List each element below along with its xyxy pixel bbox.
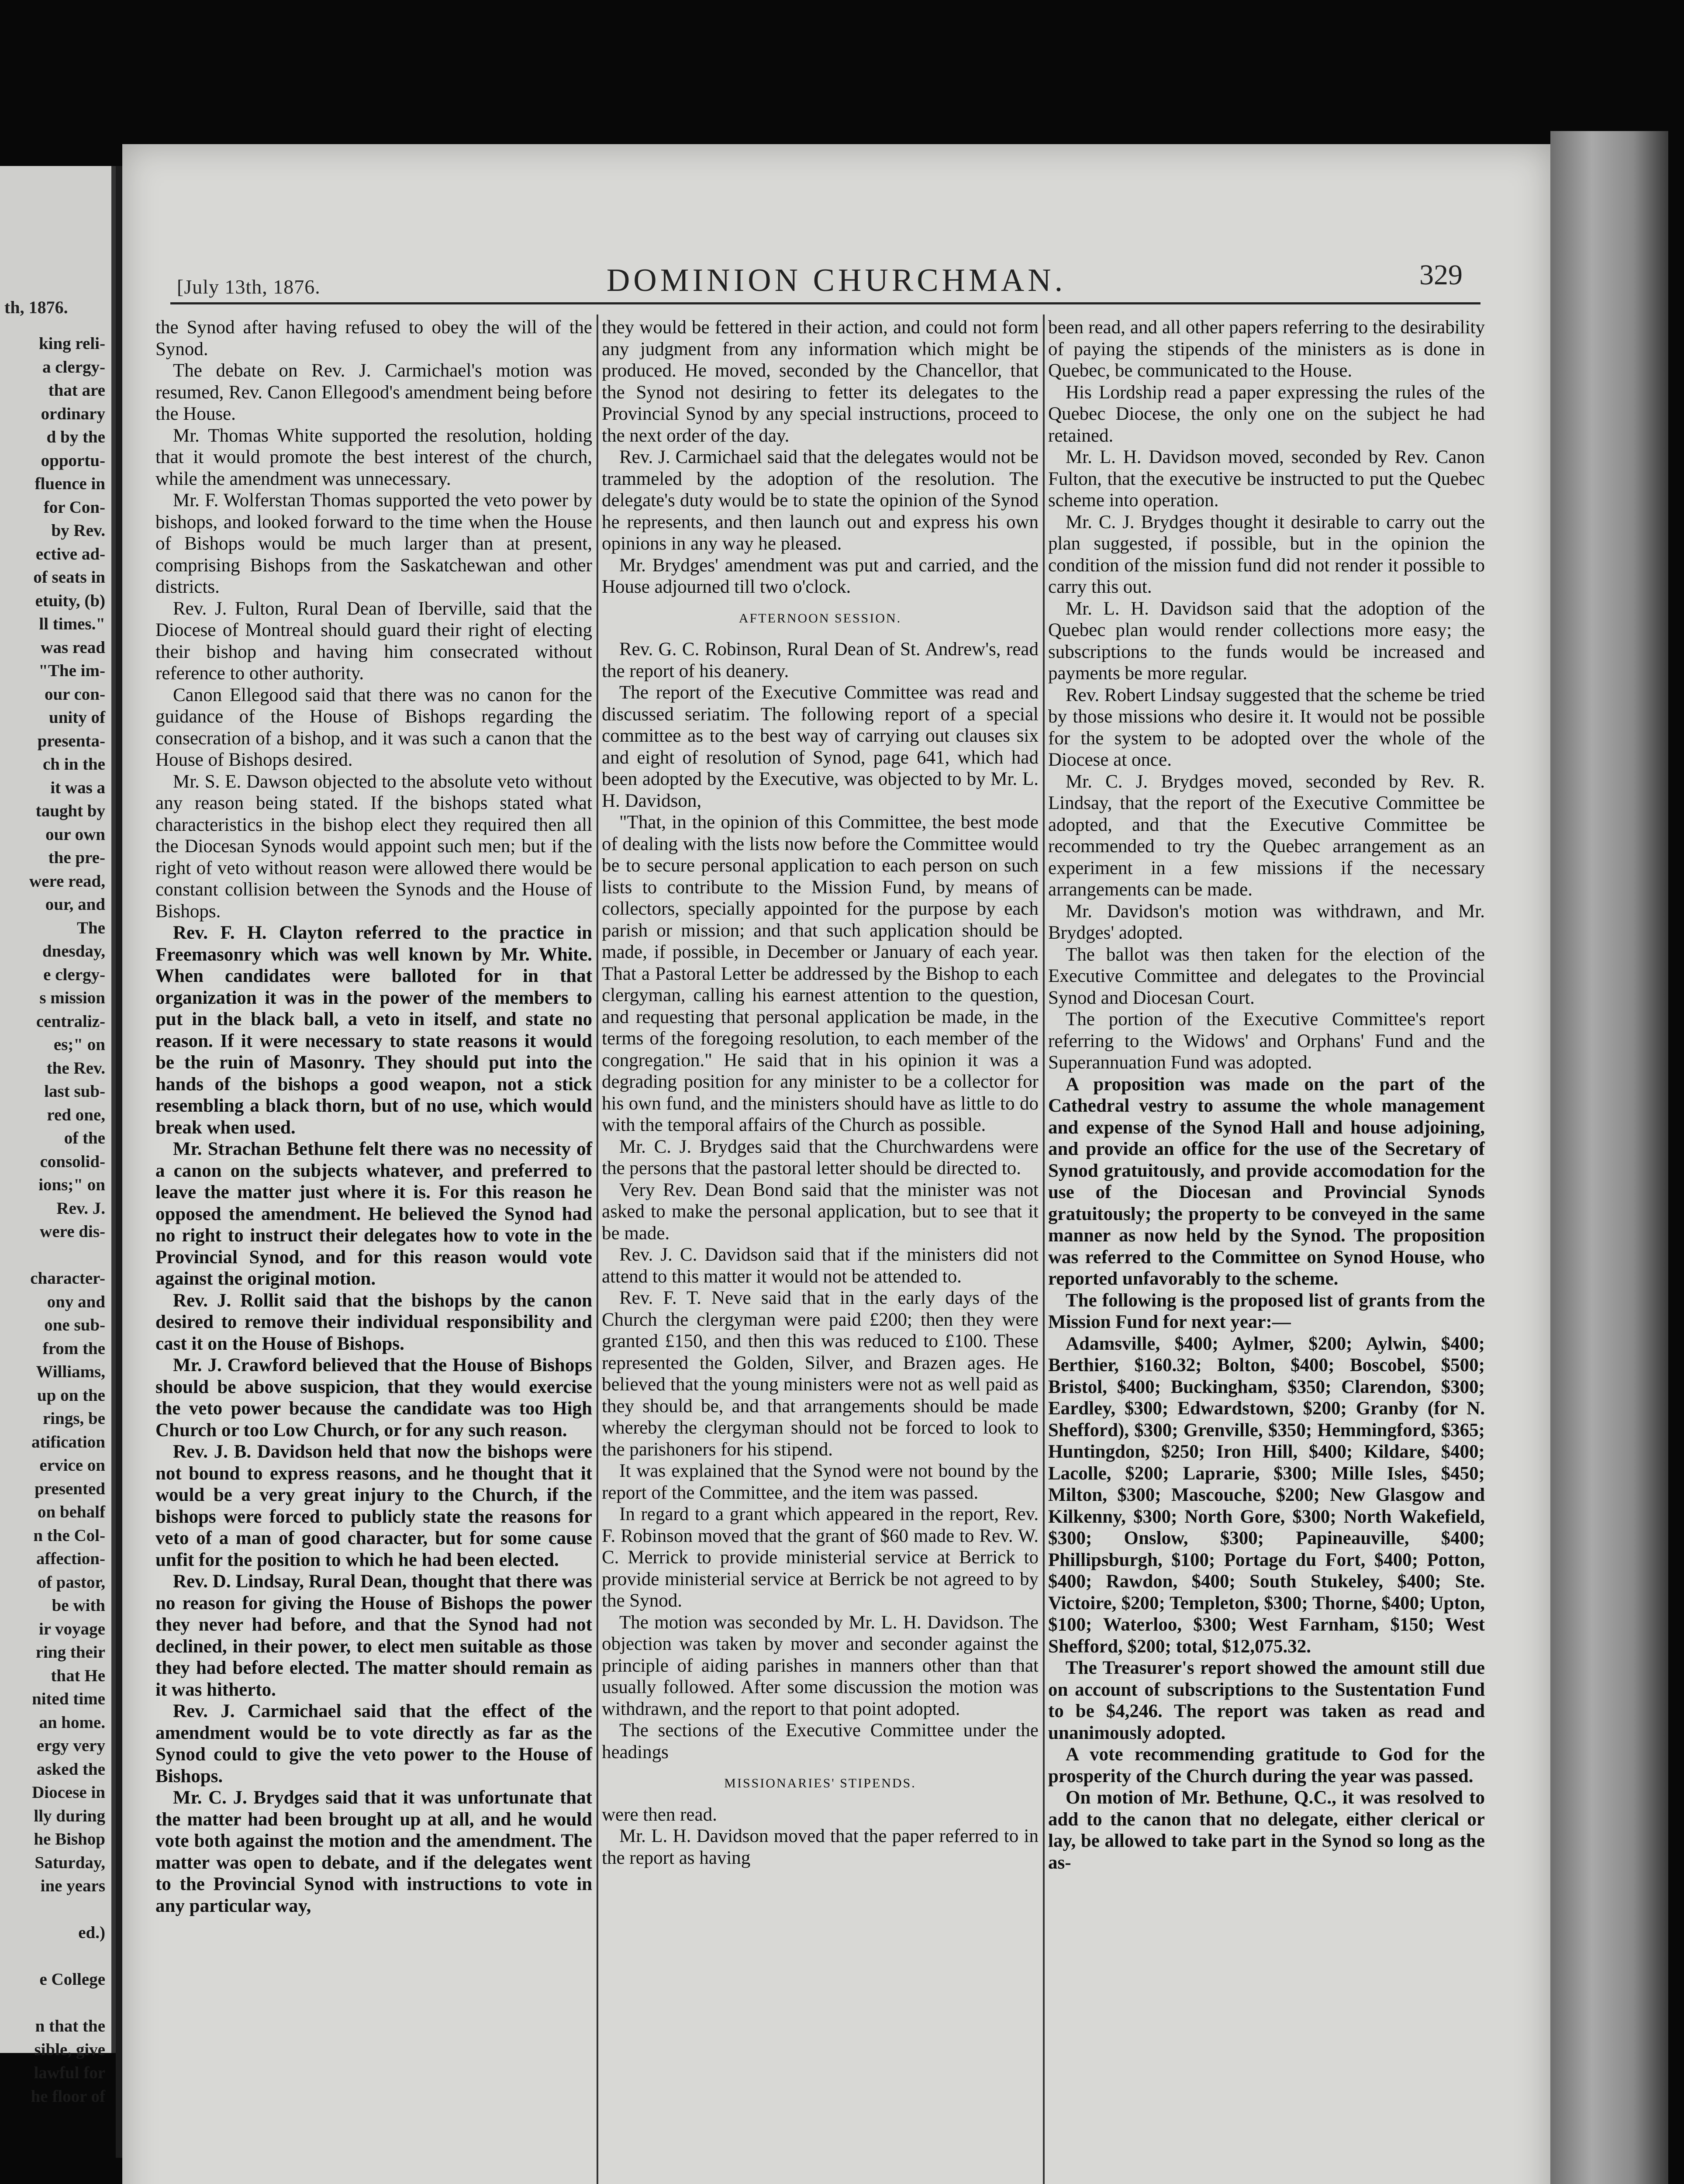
article-paragraph: Rev. J. B. Davidson held that now the bishops were not bound to express reasons, and he thought that it would be a very great injury to the Church, if the bishops were forced to publicly state the reasons for veto of a man of good character, but for some cause unfit for the position to which he had been elected. [155, 1441, 592, 1570]
facing-page-line: ergy very [37, 1736, 105, 1755]
facing-page-line: king reli- [38, 334, 105, 353]
article-paragraph: Rev. J. Rollit said that the bishops by the canon desired to remove their individual responsibility and cast it on the House of Bishops. [155, 1290, 592, 1354]
facing-page-line: by Rev. [51, 521, 105, 540]
facing-page-line: our, and [45, 895, 105, 914]
facing-page-line: Rev. J. [56, 1199, 105, 1218]
facing-page-line: consolid- [40, 1152, 105, 1171]
facing-page-line: presenta- [37, 731, 105, 750]
facing-page-line [0, 1991, 105, 2015]
section-heading: MISSIONARIES' STIPENDS. [724, 1776, 916, 1790]
facing-page-line: s mission [39, 988, 105, 1007]
article-paragraph: Rev. Robert Lindsay suggested that the scheme be tried by those missions who desire it. It would not be possible for the system to be adopted over the whole of the Diocese at once. [1048, 684, 1485, 770]
article-paragraph: Mr. C. J. Brydges moved, seconded by Rev. R. Lindsay, that the report of the Executive Committee be adopted, and that the Executive Committee be recommended to try the Quebec arrangement as an experiment in a few missions if the necessary arrangements can be made. [1048, 771, 1485, 900]
article-paragraph: The motion was seconded by Mr. L. H. Davidson. The objection was taken by mover and seconder against the principle of aiding parishes in manners other than that usually followed. After some discussion the motion was withdrawn, and the report to that point adopted. [602, 1612, 1039, 1719]
facing-page-line: lly during [34, 1806, 105, 1825]
facing-page-line: ch in the [42, 755, 105, 774]
article-paragraph: The sections of the Executive Committee under the headings [602, 1720, 1039, 1762]
facing-page-line: fluence in [35, 474, 105, 493]
facing-page-line [0, 1945, 105, 1968]
article-paragraph: Mr. C. J. Brydges said that it was unfortunate that the matter had been brought up at all, and he would vote both against the motion and the amendment. The matter was open to debate, and if the delegates went to the Provincial Synod with instructions to vote in any particular way, [155, 1787, 592, 1916]
article-paragraph: Mr. J. Crawford believed that the House of Bishops should be above suspicion, that they would exercise the veto power because the candidate was too High Church or too Low Church, or for any such reason. [155, 1355, 592, 1441]
article-paragraph: Mr. Strachan Bethune felt there was no necessity of a canon on the subjects whatever, and preferred to leave the matter just where it is. For this reason he opposed the amendment. He believed the Synod had no right to instruct their delegates how to vote in the Provincial Synod, and for this reason would vote against the original motion. [155, 1139, 592, 1289]
article-paragraph: Rev. J. Carmichael said that the delegates would not be trammeled by the adoption of the resolution. The delegate's duty would be to state the opinion of the Synod he represents, and then launch out and express his own opinions in any way he pleased. [602, 447, 1039, 554]
column-divider [1043, 314, 1045, 2184]
article-paragraph: Rev. F. T. Neve said that in the early days of the Church the clergyman were paid £200; then they were granted £150, and then this was reduced to £100. These represented the Golden, Silver, and Brazen ages. He believed that the young ministers were not as well paid as they should be, and that arrangements should be made whereby the clergyman should not be forced to look to the parishoners for his stipend. [602, 1288, 1039, 1460]
article-paragraph: Mr. F. Wolferstan Thomas supported the veto power by bishops, and looked forward to the time when the House of Bishops would be much larger than at present, comprising Bishops from the Saskatchewan and other districts. [155, 490, 592, 597]
facing-page-line: affection- [36, 1549, 105, 1568]
article-paragraph: Mr. Davidson's motion was withdrawn, and Mr. Brydges' adopted. [1048, 901, 1485, 943]
article-paragraph: Mr. C. J. Brydges thought it desirable to carry out the plan suggested, if possible, but in the opinion the condition of the mission fund did not render it possible to carry this out. [1048, 511, 1485, 597]
facing-page-line [0, 1244, 105, 1267]
masthead-title: DOMINION CHURCHMAN. [606, 263, 1066, 298]
article-paragraph: The ballot was then taken for the election of the Executive Committee and delegates to the Provincial Synod and Diocesan Court. [1048, 944, 1485, 1008]
facing-page-line: of seats in [33, 568, 105, 587]
facing-page-line: e clergy- [43, 965, 105, 984]
facing-page-text [0, 332, 105, 2108]
article-paragraph: Mr. Brydges' amendment was put and carried, and the House adjourned till two o'clock. [602, 555, 1039, 597]
facing-page-line: The [76, 918, 105, 937]
facing-page-line: the pre- [48, 848, 105, 867]
column-divider [597, 314, 598, 2184]
facing-page-line: that He [51, 1666, 105, 1685]
facing-page-line: of the [64, 1129, 105, 1147]
facing-page-line: our con- [44, 684, 105, 704]
article-paragraph: "That, in the opinion of this Committee, the best mode of dealing with the lists now before the Committee would be to secure personal application to each person on such lists to contribute to the Mission Fund, by means of collectors, specially appointed for the purpose by each parish or mission; and that such application should be made, if possible, in December or January of each year. That a Pastoral Letter be addressed by the Bishop to each clergyman, calling his earnest attention to the question, and requesting that personal application be made, in the terms of the foregoing resolution, to each member of the congregation." He said that in his opinion it was a degrading position for any minister to be a collector for his own fund, and the ministers should have as little to do with the temporal affairs of the Church as possible. [602, 812, 1039, 1135]
facing-page-line: were dis- [40, 1222, 105, 1241]
facing-page-line: that are [48, 381, 105, 400]
article-paragraph: On motion of Mr. Bethune, Q.C., it was resolved to add to the canon that no delegate, either clerical or lay, be allowed to take part in the Synod so long as the as- [1048, 1787, 1485, 1873]
facing-page-line: red one, [47, 1105, 105, 1124]
article-paragraph: Mr. C. J. Brydges said that the Churchwardens were the persons that the pastoral letter should be directed to. [602, 1136, 1039, 1178]
facing-page-line: be with [52, 1596, 105, 1615]
facing-page-line: ed.) [78, 1923, 105, 1942]
facing-page-line: sible, give [34, 2040, 105, 2059]
facing-page-line: it was a [50, 778, 105, 797]
facing-page-line: ine years [40, 1876, 105, 1895]
article-paragraph: Rev. G. C. Robinson, Rural Dean of St. Andrew's, read the report of his deanery. [602, 639, 1039, 681]
facing-page-line: our own [45, 825, 105, 844]
facing-page-line: d by the [46, 428, 105, 446]
article-paragraph: Mr. S. E. Dawson objected to the absolute veto without any reason being stated. If the bishops stated what characteristics in the bishop elect they required then all the Diocesan Synods would appoint such men; but if the right of veto without reason were allowed there would be constant collision between the Synods and the House of Bishops. [155, 771, 592, 922]
article-paragraph: The Treasurer's report showed the amount still due on account of subscriptions to the Sustentation Fund to be $4,246. The report was taken as read and unanimously adopted. [1048, 1658, 1485, 1743]
article-paragraph: The following is the proposed list of grants from the Mission Fund for next year:— [1048, 1290, 1485, 1332]
column-1 [155, 317, 592, 1917]
article-paragraph: Canon Ellegood said that there was no canon for the guidance of the House of Bishops regarding the consecration of a bishop, and it was such a canon that the House of Bishops desired. [155, 684, 592, 770]
facing-page-line: one sub- [44, 1316, 105, 1334]
facing-page-line: ervice on [39, 1456, 105, 1475]
facing-page-line: taught by [35, 802, 105, 820]
article-paragraph: Rev. J. Carmichael said that the effect of the amendment would be to vote directly as far as the Synod could to give the veto power to the House of Bishops. [155, 1701, 592, 1787]
facing-page-line: was read [41, 638, 105, 657]
facing-page-line: ordinary [41, 404, 105, 423]
facing-page-line: ective ad- [35, 544, 105, 563]
facing-page-line: Saturday, [35, 1853, 105, 1872]
facing-page-line: asked the [36, 1759, 105, 1779]
article-paragraph: The portion of the Executive Committee's report referring to the Widows' and Orphans' Fund and the Superannuation Fund was adopted. [1048, 1009, 1485, 1073]
facing-page-line: for Con- [43, 498, 105, 517]
facing-page-line: of pastor, [38, 1572, 105, 1592]
facing-page-line: n that the [35, 2017, 105, 2035]
facing-page-line: nited time [32, 1690, 105, 1708]
article-paragraph: Adamsville, $400; Aylmer, $200; Aylwin, $400; Berthier, $160.32; Bolton, $400; Boscobel, $500; Bristol, $400; Buckingham, $350; Clarendon, $300; Eardley, $300; Edwardstown, $200; Granby (for N. Shefford), $300; Grenville, $350; Hemmingford, $365; Huntingdon, $250; Iron Hill, $400; Kildare, $400; Lacolle, $200; Laprarie, $300; Mille Isles, $450; Milton, $300; Mascouche, $200; New Glasgow and Kilkenny, $300; North Gore, $300; North Wakefield, $300; Onslow, $300; Papineauville, $400; Phillipsburgh, $100; Portage du Fort, $400; Potton, $400; Rawdon, $400; South Stukeley, $400; Ste. Victoire, $200; Templeton, $300; Thorne, $400; Upton, $100; Waterloo, $300; West Farnham, $150; West Shefford, $200; total, $12,075.32. [1048, 1333, 1485, 1657]
facing-page-line: n the Col- [33, 1526, 105, 1545]
facing-page-line: lawful for [34, 2063, 105, 2082]
column-2 [602, 317, 1039, 1869]
facing-page-line: from the [42, 1339, 105, 1358]
facing-page-line: ony and [47, 1292, 105, 1311]
facing-page-line: etuity, (b) [35, 591, 105, 610]
facing-page-line: last sub- [44, 1082, 105, 1101]
facing-page-line: ir voyage [38, 1619, 105, 1638]
article-paragraph: In regard to a grant which appeared in the report, Rev. F. Robinson moved that the grant of $60 made to Rev. W. C. Merrick to provide ministerial service at Berrick to provide ministerial service at Berrick be not agreed to by the Synod. [602, 1504, 1039, 1611]
article-paragraph: The report of the Executive Committee was read and discussed seriatim. The following report of a special committee as to the best way of carrying out clauses six and eight of resolution of Synod, page 641, which had been adopted by the Executive, was objected to by Mr. L. H. Davidson, [602, 682, 1039, 811]
facing-page-line: character- [30, 1269, 105, 1288]
article-paragraph: the Synod after having refused to obey the will of the Synod. [155, 317, 592, 359]
facing-page-line: ll times." [39, 615, 105, 633]
facing-page-line: opportu- [41, 451, 105, 470]
article-paragraph: Mr. L. H. Davidson moved, seconded by Rev. Canon Fulton, that the executive be instructed to put the Quebec scheme into operation. [1048, 447, 1485, 511]
facing-page-line: the Rev. [46, 1058, 105, 1078]
facing-page-line: es;" on [53, 1035, 105, 1054]
facing-page-line: were read, [29, 871, 105, 891]
facing-page-line: an home. [39, 1713, 105, 1732]
article-paragraph: were then read. [602, 1804, 717, 1825]
facing-page-line: he floor of [31, 2087, 105, 2106]
newspaper-page [122, 144, 1550, 2184]
facing-page-line: "The im- [38, 661, 105, 680]
issue-date: [July 13th, 1876. [177, 276, 321, 298]
facing-page-line: centraliz- [36, 1012, 105, 1031]
facing-page-line: dnesday, [42, 942, 105, 961]
facing-page-line: Diocese in [32, 1783, 105, 1802]
article-paragraph: Rev. F. H. Clayton referred to the practice in Freemasonry which was well known by Mr. White. When candidates were balloted for in that organization it was in the power of the members to put in the black ball, a veto in itself, and state no reason. If it were necessary to state reasons it would be the ruin of Masonry. They should put into the hands of the bishops a good weapon, not a stick resembling a black thorn, but of no use, which would break when used. [155, 923, 592, 1138]
article-paragraph: Rev. D. Lindsay, Rural Dean, thought that there was no reason for giving the House of Bishops the power they never had before, and that the Synod had not declined, in their power, to elect men suitable as those they had before elected. The matter should remain as it was hitherto. [155, 1571, 592, 1700]
header-rule [170, 302, 1480, 304]
article-paragraph: Very Rev. Dean Bond said that the minister was not asked to make the personal application, but to see that it be made. [602, 1179, 1039, 1244]
facing-page-line: presented [35, 1479, 105, 1498]
book-gutter [116, 166, 122, 2158]
facing-page-line: atification [31, 1432, 105, 1451]
article-paragraph: they would be fettered in their action, and could not form any judgment from any information which might be produced. He moved, seconded by the Chancellor, that the Synod not desiring to fetter its delegates to the Provincial Synod by any special instructions, proceed to the next order of the day. [602, 317, 1039, 446]
article-paragraph: It was explained that the Synod were not bound by the report of the Committee, and the item was passed. [602, 1461, 1039, 1503]
facing-page-line [0, 1898, 105, 1921]
column-3 [1048, 317, 1485, 1873]
article-paragraph: The debate on Rev. J. Carmichael's motion was resumed, Rev. Canon Ellegood's amendment being before the House. [155, 360, 592, 424]
article-paragraph: been read, and all other papers referring to the desirability of paying the stipends of the ministers as is done in Quebec, be communicated to the House. [1048, 317, 1485, 381]
article-paragraph: Rev. J. C. Davidson said that if the ministers did not attend to this matter it would not be attended to. [602, 1244, 1039, 1287]
page-number: 329 [1419, 259, 1463, 291]
article-paragraph: A proposition was made on the part of the Cathedral vestry to assume the whole management and expense of the Synod Hall and house adjoining, and provide an office for the use of the Secretary of Synod gratuitously, and provide accomodation for the use of the Diocesan and Provincial Synods gratuitously; the property to be conveyed in the same manner as now held by the Synod. The proposition was referred to the Committee on Synod House, who reported unfavorably to the scheme. [1048, 1074, 1485, 1289]
article-paragraph: A vote recommending gratitude to God for the prosperity of the Church during the year was passed. [1048, 1744, 1485, 1787]
facing-page-line: unity of [49, 708, 105, 727]
facing-page-line: ions;" on [38, 1175, 105, 1194]
section-heading: AFTERNOON SESSION. [738, 611, 902, 625]
article-paragraph: Mr. L. H. Davidson moved that the paper referred to in the report as having [602, 1826, 1039, 1868]
facing-page-line: Williams, [36, 1362, 105, 1381]
page-edge [1550, 131, 1668, 2184]
facing-page-line: he Bishop [34, 1830, 105, 1849]
article-paragraph: Rev. J. Fulton, Rural Dean of Iberville, said that the Diocese of Montreal should guard their right of electing their bishop and having him consecrated without reference to other authority. [155, 598, 592, 684]
facing-page-line: ring their [35, 1643, 105, 1662]
facing-page-line: a clergy- [42, 357, 105, 377]
facing-page-line: e College [39, 1970, 105, 1989]
facing-page-line: up on the [37, 1386, 105, 1405]
article-paragraph: Mr. Thomas White supported the resolution, holding that it would promote the best interest of the church, while the amendment was unnecessary. [155, 425, 592, 489]
facing-page-fragment [0, 166, 116, 2106]
facing-page-header: th, 1876. [4, 297, 68, 317]
article-paragraph: Mr. L. H. Davidson said that the adoption of the Quebec plan would render collections more easy; the subscriptions to the funds would be increased and payments be more regular. [1048, 598, 1485, 684]
facing-page-line: rings, be [42, 1409, 105, 1428]
article-paragraph: His Lordship read a paper expressing the rules of the Quebec Diocese, the only one on the subject he had retained. [1048, 382, 1485, 446]
facing-page-line: on behalf [38, 1503, 105, 1521]
